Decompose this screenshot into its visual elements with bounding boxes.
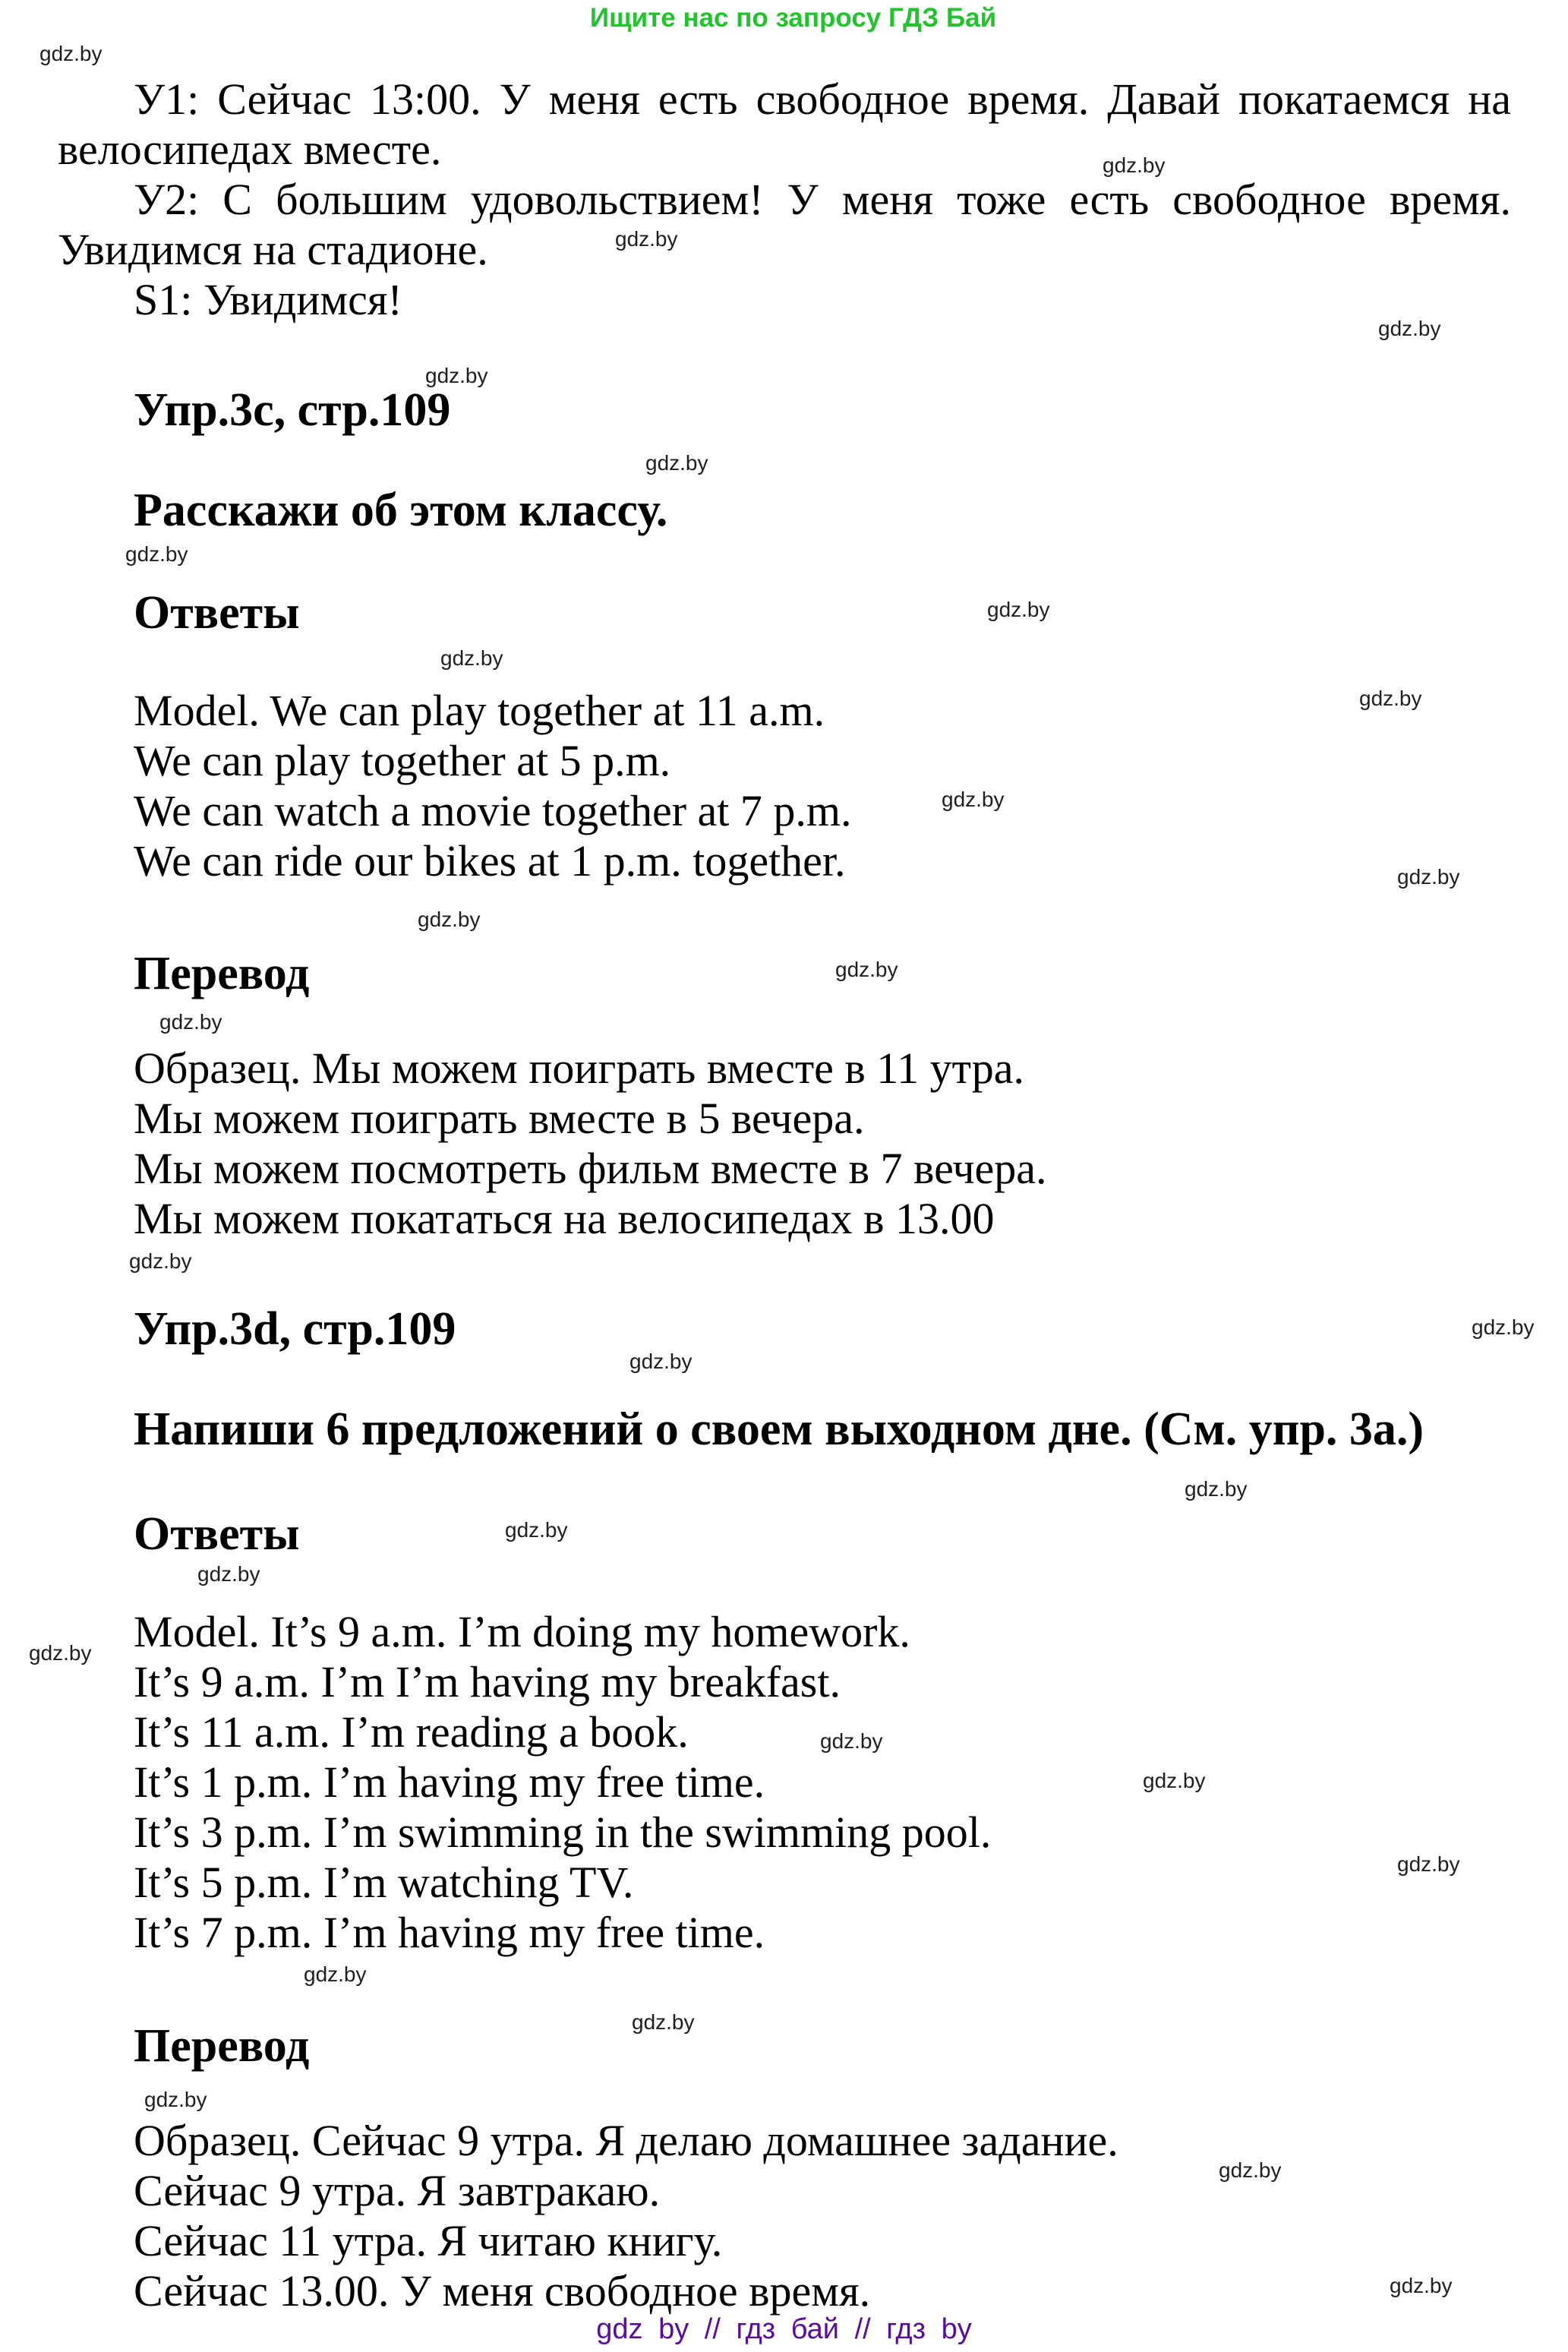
gdz-watermark: gdz.by [987,598,1050,621]
answers-heading: Ответы [134,1508,300,1560]
gdz-watermark: gdz.by [1143,1769,1206,1792]
dialogue-line: велосипедах вместе. [58,125,442,174]
gdz-watermark: gdz.by [29,1641,92,1665]
gdz-watermark: gdz.by [418,908,481,931]
gdz-watermark: gdz.by [440,646,503,670]
translation-line: Сейчас 11 утра. Я читаю книгу. [134,2216,723,2265]
exercise-3c-task: Расскажи об этом классу. [134,485,668,536]
dialogue-line: Увидимся на стадионе. [58,225,488,274]
answer-line: It’s 1 p.m. I’m having my free time. [134,1757,765,1807]
translation-line: Образец. Сейчас 9 утра. Я делаю домашнее задание. [134,2116,1118,2165]
gdz-watermark: gdz.by [39,42,103,65]
gdz-watermark: gdz.by [505,1518,568,1542]
gdz-watermark: gdz.by [425,364,488,387]
answer-line: We can ride our bikes at 1 p.m. together. [134,836,846,886]
gdz-watermark: gdz.by [1359,687,1422,710]
answer-line: It’s 5 p.m. I’m watching TV. [134,1858,634,1907]
translation-line: Сейчас 9 утра. Я завтракаю. [134,2166,661,2215]
gdz-watermark: gdz.by [1397,865,1460,889]
translation-heading: Перевод [134,2020,310,2072]
exercise-3c-heading: Упр.3c, стр.109 [134,384,451,436]
gdz-watermark: gdz.by [835,958,898,981]
gdz-watermark: gdz.by [1103,153,1166,177]
dialogue-line: У1: Сейчас 13:00. У меня есть свободное время. Давай покатаемся на [134,74,1511,124]
answer-line: It’s 3 p.m. I’m swimming in the swimming pool. [134,1807,992,1857]
translation-line: Мы можем посмотреть фильм вместе в 7 вечера. [134,1144,1047,1193]
gdz-watermark: gdz.by [1185,1477,1248,1501]
gdz-watermark: gdz.by [1378,317,1441,340]
gdz-watermark: gdz.by [942,788,1005,811]
answer-line: It’s 9 a.m. I’m I’m having my breakfast. [134,1657,841,1706]
answer-line: We can watch a movie together at 7 p.m. [134,786,852,835]
dialogue-line: S1: Увидимся! [134,275,402,324]
translation-line: Образец. Мы можем поиграть вместе в 11 утра. [134,1043,1024,1093]
translation-line: Мы можем поиграть вместе в 5 вечера. [134,1094,865,1143]
dialogue-line: У2: С большим удовольствием! У меня тоже есть свободное время. [134,175,1511,224]
gdz-watermark: gdz.by [1390,2274,1453,2297]
gdz-watermark: gdz.by [129,1249,192,1273]
exercise-3d-heading: Упр.3d, стр.109 [134,1303,456,1355]
gdz-watermark: gdz.by [144,2088,207,2111]
translation-heading: Перевод [134,948,310,999]
document-content [58,0,1511,2316]
gdz-watermark: gdz.by [1397,1852,1460,1876]
exercise-3d-task: Напиши 6 предложений о своем выходном дне. (См. упр. 3а.) [134,1403,1424,1455]
answer-line: It’s 7 p.m. I’m having my free time. [134,1908,765,1957]
gdz-watermark: gdz.by [1219,2158,1282,2182]
gdz-watermark: gdz.by [304,1962,367,1986]
gdz-watermark: gdz.by [645,451,708,475]
translation-line: Сейчас 13.00. У меня свободное время. [134,2266,871,2316]
gdz-watermark: gdz.by [125,542,188,566]
gdz-watermark: gdz.by [632,2010,695,2034]
gdz-watermark: gdz.by [615,227,678,251]
promo-banner: Ищите нас по запросу ГДЗ Бай [589,3,997,33]
gdz-watermark: gdz.by [629,1350,693,1373]
answer-line: It’s 11 a.m. I’m reading a book. [134,1707,689,1757]
answer-line: Model. It’s 9 a.m. I’m doing my homework. [134,1607,910,1656]
answers-heading: Ответы [134,587,300,639]
footer-links[interactable]: gdz by // гдз бай // гдз by [596,2313,972,2345]
gdz-watermark: gdz.by [820,1729,883,1753]
gdz-watermark: gdz.by [197,1562,260,1586]
gdz-watermark: gdz.by [1472,1315,1535,1339]
answer-line: Model. We can play together at 11 a.m. [134,686,825,735]
gdz-watermark: gdz.by [159,1010,222,1034]
answer-line: We can play together at 5 p.m. [134,736,671,785]
translation-line: Мы можем покататься на велосипедах в 13.00 [134,1194,995,1243]
